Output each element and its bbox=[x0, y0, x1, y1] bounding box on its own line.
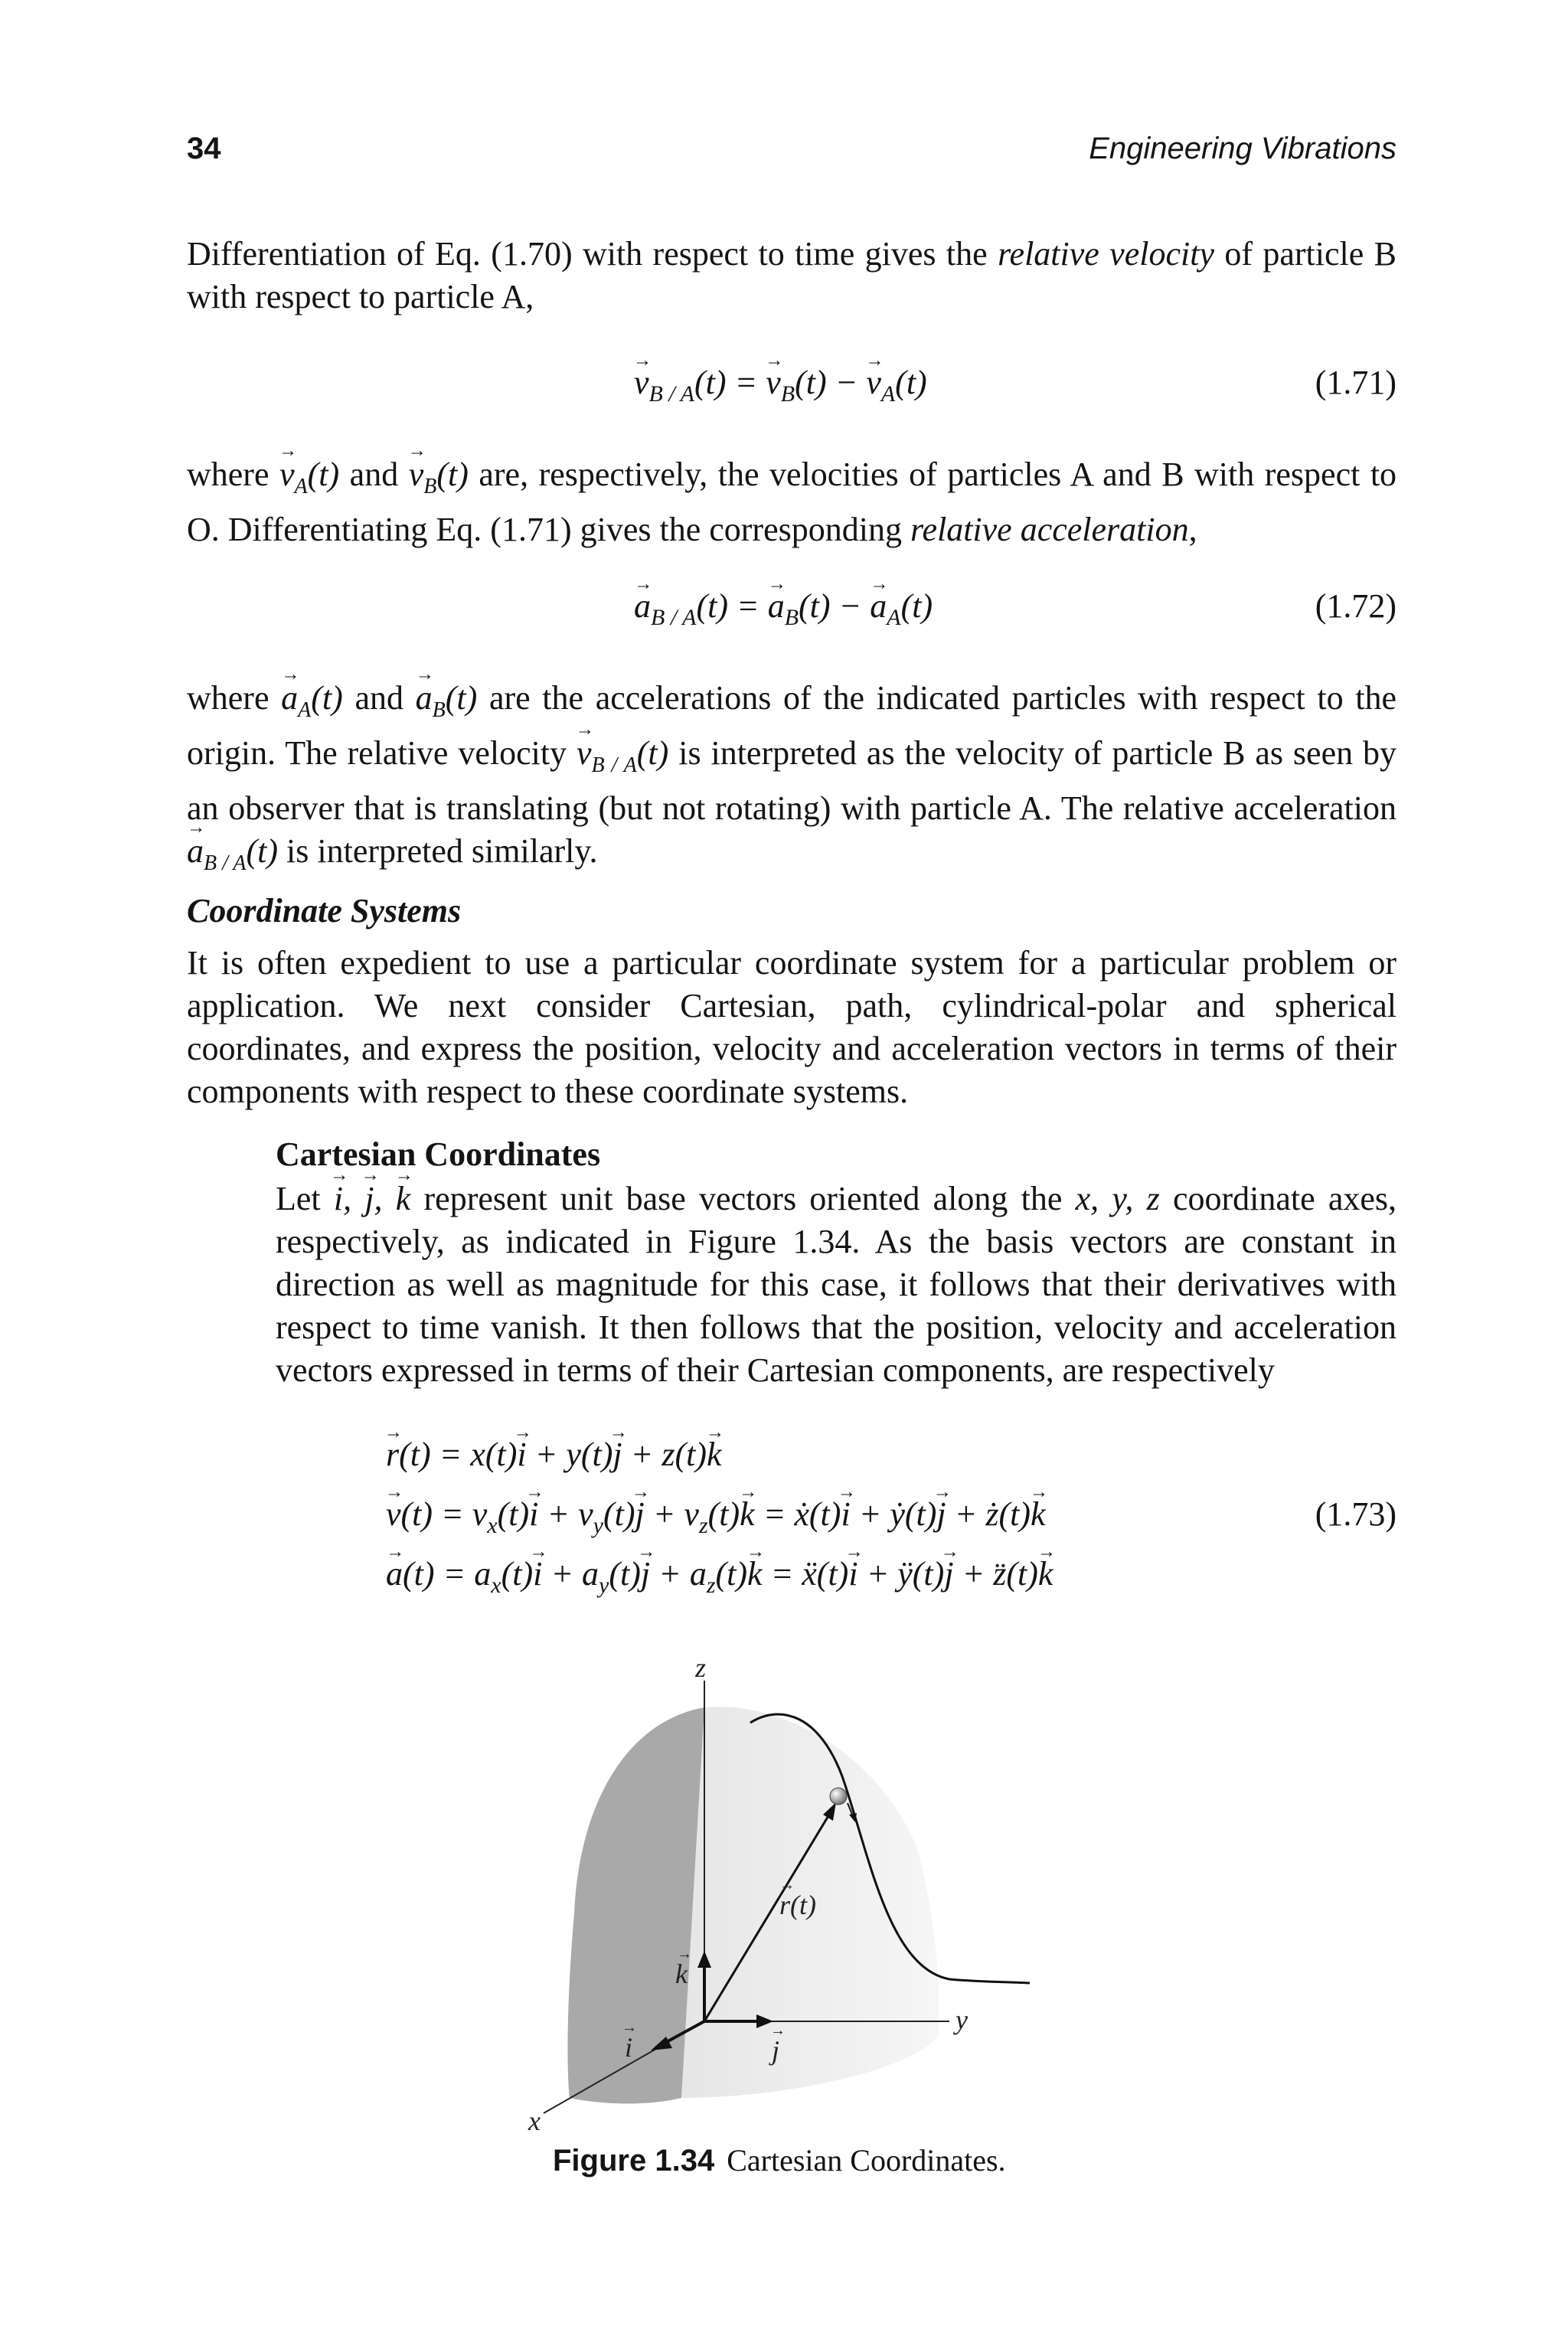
label-j: j bbox=[772, 2035, 780, 2066]
paragraph-cartesian: Let → i, → j, → k represent unit base vectors oriented along the x, y, z coordinate axes, respectively, as indicated in Figure 1.34. As the basis vectors are constant in direction as well as magnitude for this case, it follows that their derivatives with respect to time vanish. It then follows that the position, velocity and acceleration vectors expressed in terms of their Cartesian components, are respectively bbox=[276, 1178, 1396, 1392]
particle bbox=[830, 1788, 847, 1805]
equation-1-72: → $a_{B / A}(t)$ = → $a_B(t)$ − → $a_A(t)$ bbox=[634, 586, 933, 631]
surface-dark bbox=[568, 1707, 704, 2104]
equation-number-1-73: (1.73) bbox=[1315, 1495, 1396, 1533]
svg-text:→: → bbox=[779, 1877, 795, 1893]
running-title: Engineering Vibrations bbox=[1089, 132, 1396, 165]
figure-caption: Figure 1.34 Cartesian Coordinates. bbox=[553, 2143, 1006, 2178]
equation-1-73-acceleration: → $a(t) = a_x(t)\to i + a_y(t)\to j + a_z(t)\to k$ = ẍ(t)→ i + ÿ(t)→ j + z̈(t)→ k bbox=[386, 1554, 1053, 1599]
equation-number-1-72: (1.72) bbox=[1315, 587, 1396, 625]
equation-1-71: → $v_{B / A}(t)$ = → $v_B(t)$ − → $v_A(t)$ bbox=[634, 363, 927, 407]
paragraph-accelerations: where → $a_A(t)$ and → $a_B(t)$ are the accelerations of the indicated particles with respect to the origin. The relative velocity → $v_{B / A}(t)$ is interpreted as the velocity of particle B as seen by an observer that is translating (but not rotating) with particle A. The relative acceleration → $a_{B / A}(t)$ is interpreted similarly. bbox=[187, 677, 1396, 884]
svg-text:→: → bbox=[677, 1946, 692, 1962]
subsection-heading: Cartesian Coordinates bbox=[276, 1135, 601, 1173]
figure-cartesian-coordinates bbox=[521, 1661, 1057, 2136]
section-heading: Coordinate Systems bbox=[187, 892, 462, 929]
equation-1-73-position: → r(t) = x(t)→ i + y(t)→ j + z(t)→ k bbox=[386, 1435, 722, 1474]
paragraph-coordinate-systems: It is often expedient to use a particular coordinate system for a particular problem or application. We next consider Cartesian, path, cylindrical-polar and spherical coordinates, and express the position, velocity and acceleration vectors in terms of their components with respect to these coordinate systems. bbox=[187, 944, 1396, 1110]
label-i: i bbox=[625, 2032, 633, 2063]
axis-label-z: z bbox=[695, 1661, 707, 1683]
label-k: k bbox=[675, 1959, 688, 1989]
paragraph-velocities: where → $v_A(t)$ and → $v_B(t)$ are, respectively, the velocities of particles A and B with respect to O. Differentiating Eq. (1.71) gives the corresponding relative acceleration, bbox=[187, 453, 1396, 551]
svg-text:→: → bbox=[622, 2019, 637, 2036]
axis-label-x: x bbox=[528, 2106, 541, 2136]
paragraph-relative-velocity-intro: Differentiation of Eq. (1.70) with respect to time gives the relative velocity of particle B with respect to particle A, bbox=[187, 235, 1397, 315]
label-r: r(t) bbox=[779, 1890, 816, 1920]
equation-1-73-velocity: → $v(t) = v_x(t)\to i + v_y(t)\to j + v_z(t)\to k$ = ẋ(t)→ i + ẏ(t)→ j + ż(t)→ k bbox=[386, 1495, 1046, 1539]
page-number: 34 bbox=[187, 132, 221, 165]
axis-label-y: y bbox=[956, 2004, 968, 2035]
equation-number-1-71: (1.71) bbox=[1315, 364, 1396, 401]
svg-text:→: → bbox=[770, 2022, 786, 2039]
